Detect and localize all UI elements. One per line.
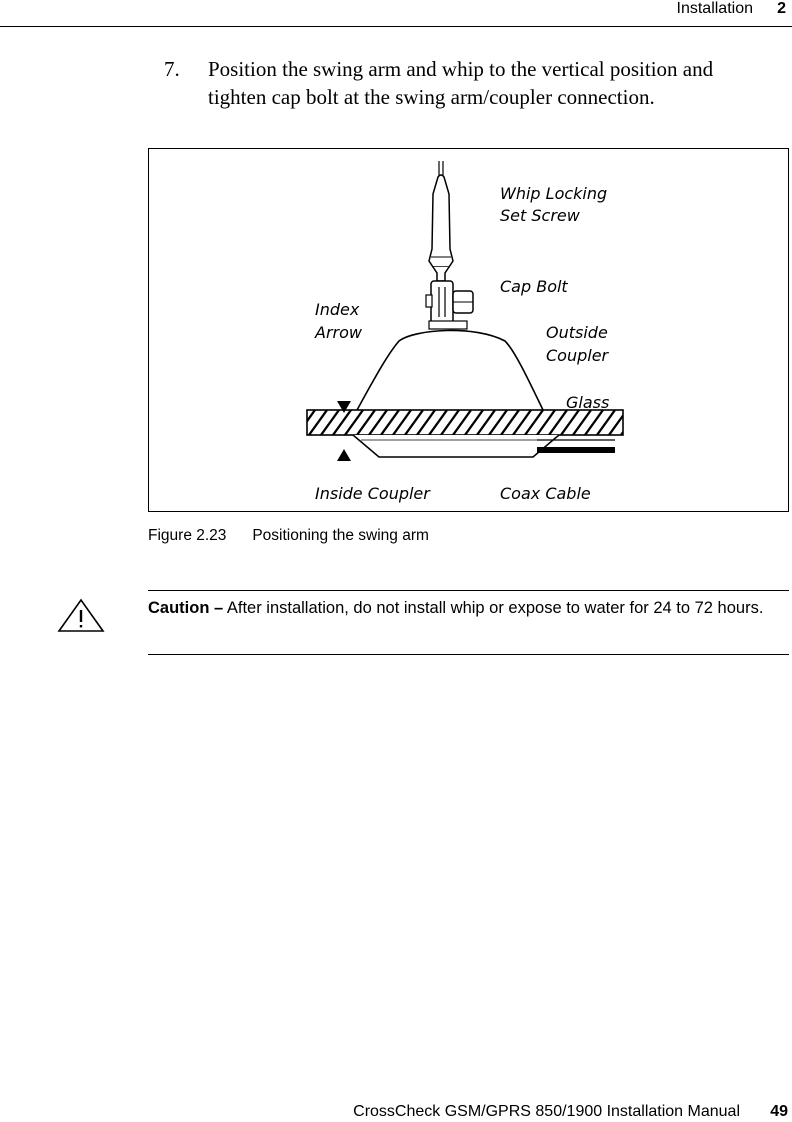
label-outside: Outside: [546, 323, 608, 342]
figure-caption: [148, 527, 429, 545]
swing-arm-bracket: [426, 281, 473, 329]
label-whip-locking: Whip Locking: [500, 184, 608, 203]
caution-text: After installation, do not install whip or expose to water for 24 to 72 hours.: [226, 599, 764, 617]
step-text: Position the swing arm and whip to the vertical position and tighten cap bolt at the swing arm/coupler connection.: [208, 57, 714, 109]
header-section-title: Installation: [676, 0, 753, 17]
whip-antenna: [429, 161, 453, 281]
label-inside-coupler: Inside Coupler: [315, 484, 430, 503]
figure-caption-text: Positioning the swing arm: [252, 527, 429, 544]
figure-frame: [148, 148, 789, 512]
header-chapter-number: 2: [777, 0, 786, 17]
label-set-screw: Set Screw: [500, 206, 580, 225]
caution-top-rule: [148, 590, 789, 591]
inside-coupler-housing: [353, 435, 559, 457]
label-cap-bolt: Cap Bolt: [500, 277, 568, 296]
label-index: Index: [315, 300, 360, 319]
label-coupler: Coupler: [546, 346, 609, 365]
antenna-installation-diagram: [149, 149, 787, 510]
warning-triangle-icon: [56, 597, 106, 633]
index-arrow-up-icon: [337, 449, 351, 461]
footer-page-number: 49: [770, 1103, 788, 1120]
glass-panel: [297, 410, 639, 435]
label-coax-cable: Coax Cable: [500, 484, 591, 503]
label-arrow: Arrow: [315, 323, 362, 342]
caution-note: [148, 597, 784, 620]
outside-coupler-housing: [357, 330, 543, 410]
caution-bottom-rule: [148, 654, 789, 655]
caution-label: Caution –: [148, 599, 224, 617]
label-glass: Glass: [566, 393, 610, 412]
page-header: [0, 0, 792, 27]
step-number: 7.: [164, 57, 180, 81]
footer-manual-title: CrossCheck GSM/GPRS 850/1900 Installation Manual: [353, 1103, 740, 1120]
figure-number: Figure 2.23: [148, 527, 227, 544]
